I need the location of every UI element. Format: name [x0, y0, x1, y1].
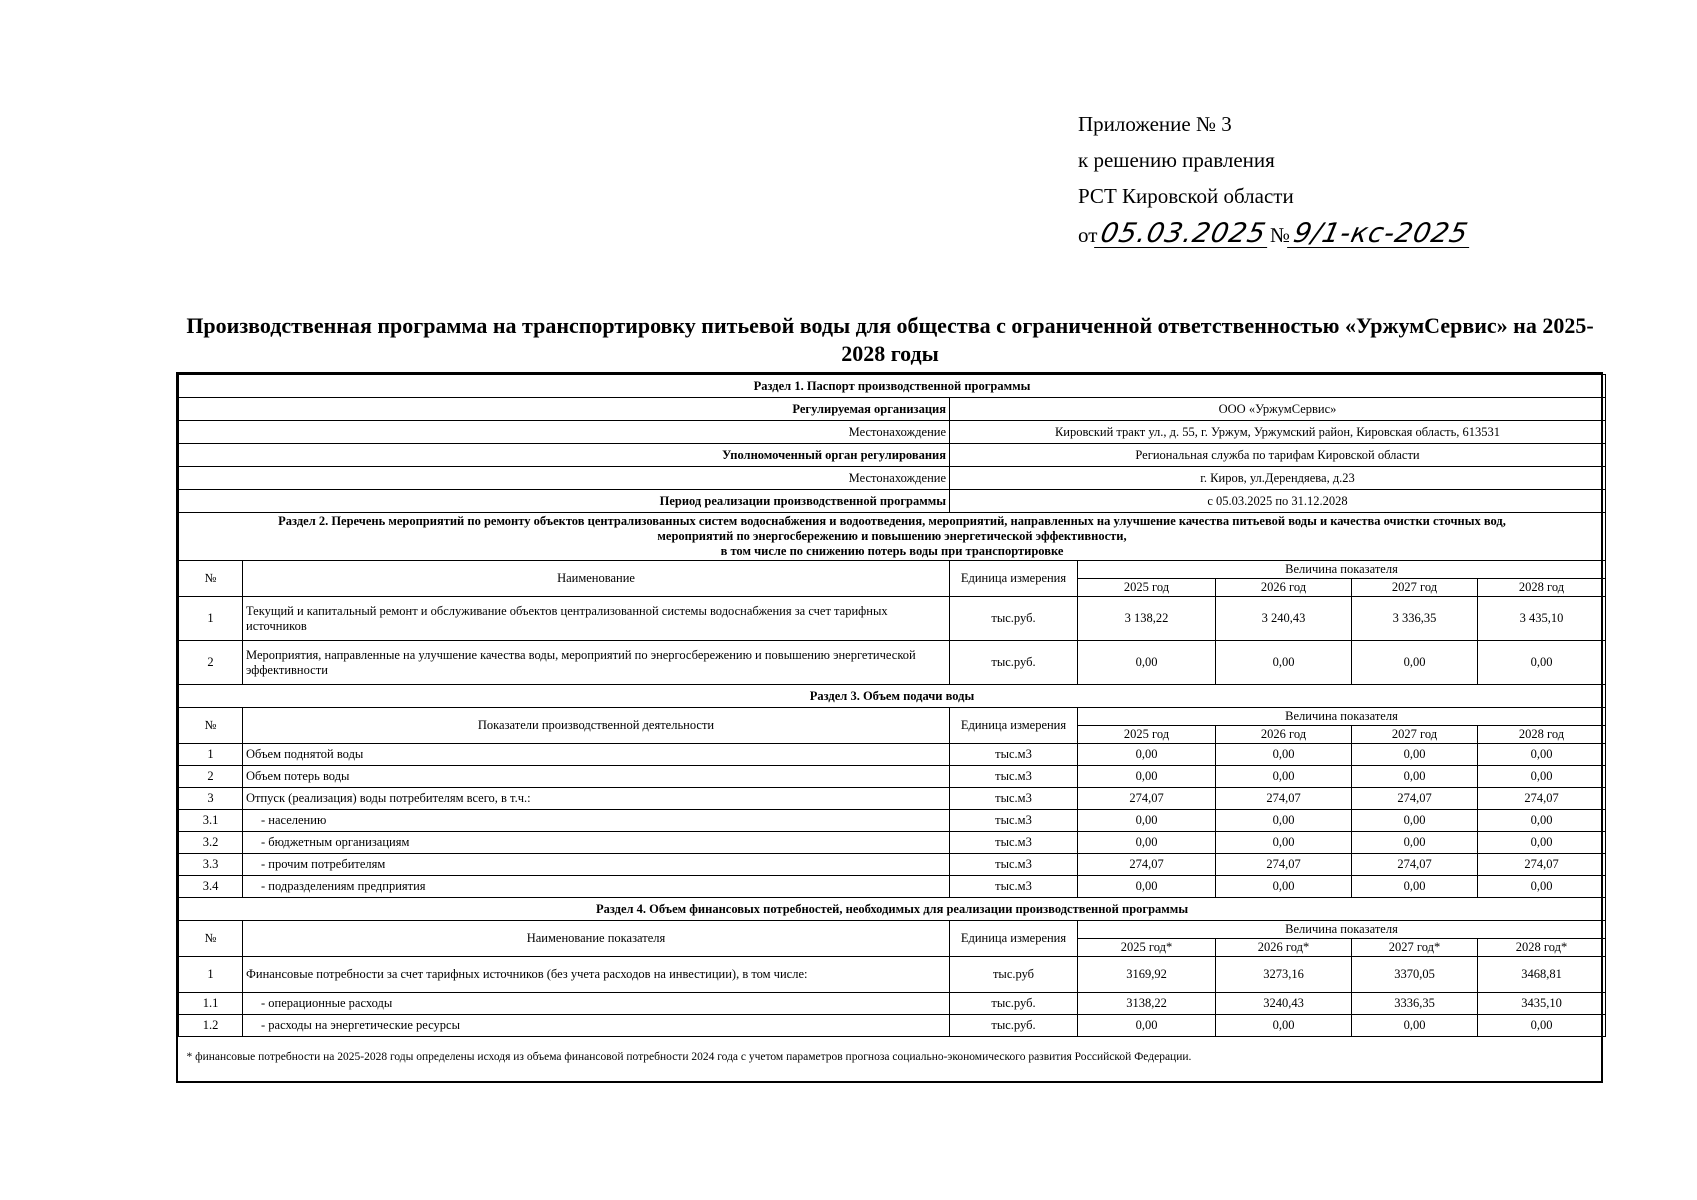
year-header: 2026 год*: [1216, 939, 1352, 957]
document-title: Производственная программа на транспортировку питьевой воды для общества с ограниченной ответственностью «УржумСервис» на 2025-2028 годы: [186, 313, 1594, 366]
section2-data-row: [179, 597, 1606, 641]
row-name: - прочим потребителям: [243, 854, 950, 876]
year-header: 2028 год*: [1478, 939, 1606, 957]
row-value: 0,00: [1216, 1015, 1352, 1037]
row-value: 3240,43: [1216, 993, 1352, 1015]
passport-label: Местонахождение: [179, 421, 950, 444]
row-value: 0,00: [1078, 810, 1216, 832]
year-header: 2027 год*: [1352, 939, 1478, 957]
row-value: 274,07: [1352, 788, 1478, 810]
passport-label: Местонахождение: [179, 467, 950, 490]
appendix-number: Приложение № 3: [1078, 112, 1232, 136]
section3-data-row: [179, 766, 1606, 788]
year-header: 2026 год: [1216, 579, 1352, 597]
row-value: 0,00: [1478, 810, 1606, 832]
handwritten-number: 9/1-кс-2025: [1287, 220, 1475, 248]
row-value: 0,00: [1352, 810, 1478, 832]
row-number: 1: [179, 957, 243, 993]
col-name-header: Наименование показателя: [243, 921, 950, 957]
year-header: 2027 год: [1352, 579, 1478, 597]
row-value: 0,00: [1216, 832, 1352, 854]
row-value: 3 336,35: [1352, 597, 1478, 641]
row-name: Объем потерь воды: [243, 766, 950, 788]
col-unit-header: Единица измерения: [950, 561, 1078, 597]
section4-data-row: [179, 993, 1606, 1015]
row-value: 0,00: [1352, 766, 1478, 788]
row-value: 0,00: [1078, 641, 1216, 685]
passport-value: г. Киров, ул.Дерендяева, д.23: [950, 467, 1606, 490]
row-value: 3 138,22: [1078, 597, 1216, 641]
row-value: 0,00: [1352, 832, 1478, 854]
section3-heading: Раздел 3. Объем подачи воды: [179, 685, 1606, 708]
row-value: 0,00: [1216, 641, 1352, 685]
section4-header-row: [179, 921, 1606, 939]
col-name-header: Наименование: [243, 561, 950, 597]
row-number: 3.1: [179, 810, 243, 832]
row-name: Финансовые потребности за счет тарифных источников (без учета расходов на инвестиции), в том числе:: [243, 957, 950, 993]
row-name: Отпуск (реализация) воды потребителям всего, в т.ч.:: [243, 788, 950, 810]
section3-data-row: [179, 788, 1606, 810]
col-number-header: №: [179, 561, 243, 597]
row-value: 274,07: [1216, 854, 1352, 876]
year-header: 2025 год*: [1078, 939, 1216, 957]
footnote-row: [179, 1037, 1606, 1081]
row-number: 2: [179, 641, 243, 685]
appendix-date-number: [1078, 220, 1472, 264]
col-value-header: Величина показателя: [1078, 561, 1606, 579]
row-value: 274,07: [1352, 854, 1478, 876]
section1-heading: Раздел 1. Паспорт производственной программы: [179, 375, 1606, 398]
row-number: 2: [179, 766, 243, 788]
col-name-header: Показатели производственной деятельности: [243, 708, 950, 744]
passport-label: Уполномоченный орган регулирования: [179, 444, 950, 467]
col-number-header: №: [179, 708, 243, 744]
passport-row: [179, 444, 1606, 467]
row-value: 3138,22: [1078, 993, 1216, 1015]
program-table: [178, 374, 1606, 1081]
col-value-header: Величина показателя: [1078, 921, 1606, 939]
row-unit: тыс.м3: [950, 788, 1078, 810]
row-value: 274,07: [1478, 854, 1606, 876]
section2-heading-line: Раздел 2. Перечень мероприятий по ремонту объектов централизованных систем водоснабжения и водоотведения, мероприятий, направленных на улучшение качества питьевой воды и качества очистки сточных вод,: [278, 514, 1506, 528]
row-value: 274,07: [1478, 788, 1606, 810]
row-value: 274,07: [1078, 854, 1216, 876]
section3-data-row: [179, 876, 1606, 898]
row-name: - населению: [243, 810, 950, 832]
row-value: 0,00: [1478, 641, 1606, 685]
row-name: - операционные расходы: [243, 993, 950, 1015]
passport-label: Регулируемая организация: [179, 398, 950, 421]
row-unit: тыс.м3: [950, 832, 1078, 854]
row-value: 0,00: [1078, 766, 1216, 788]
row-unit: тыс.м3: [950, 810, 1078, 832]
col-value-header: Величина показателя: [1078, 708, 1606, 726]
number-label: №: [1270, 223, 1291, 247]
section3-data-row: [179, 744, 1606, 766]
row-unit: тыс.руб.: [950, 1015, 1078, 1037]
row-unit: тыс.руб.: [950, 597, 1078, 641]
passport-value: Региональная служба по тарифам Кировской области: [950, 444, 1606, 467]
section2-data-row: [179, 641, 1606, 685]
footnote: * финансовые потребности на 2025-2028 годы определены исходя из объема финансовой потребности 2024 года с учетом параметров прогноза социально-экономического развития Российской Федерации.: [186, 1051, 1192, 1063]
row-unit: тыс.м3: [950, 876, 1078, 898]
row-unit: тыс.руб: [950, 957, 1078, 993]
row-number: 3.2: [179, 832, 243, 854]
row-number: 3.4: [179, 876, 243, 898]
row-value: 0,00: [1216, 744, 1352, 766]
program-table-frame: [176, 372, 1603, 1083]
section3-data-row: [179, 832, 1606, 854]
row-value: 0,00: [1078, 744, 1216, 766]
row-value: 0,00: [1478, 876, 1606, 898]
from-label: от: [1078, 223, 1098, 247]
section2-heading-row: [179, 513, 1606, 561]
row-value: 3336,35: [1352, 993, 1478, 1015]
row-value: 0,00: [1478, 744, 1606, 766]
row-value: 0,00: [1478, 1015, 1606, 1037]
passport-row: [179, 490, 1606, 513]
row-name: - расходы на энергетические ресурсы: [243, 1015, 950, 1037]
year-header: 2025 год: [1078, 726, 1216, 744]
section4-heading: Раздел 4. Объем финансовых потребностей, необходимых для реализации производственной программы: [179, 898, 1606, 921]
appendix-authority: РСТ Кировской области: [1078, 184, 1294, 208]
row-value: 0,00: [1078, 1015, 1216, 1037]
row-value: 0,00: [1478, 766, 1606, 788]
year-header: 2028 год: [1478, 726, 1606, 744]
row-value: 0,00: [1352, 744, 1478, 766]
col-unit-header: Единица измерения: [950, 921, 1078, 957]
col-unit-header: Единица измерения: [950, 708, 1078, 744]
handwritten-date: 05.03.2025: [1094, 220, 1273, 248]
row-number: 3: [179, 788, 243, 810]
row-value: 0,00: [1352, 1015, 1478, 1037]
row-value: 0,00: [1216, 810, 1352, 832]
row-value: 3 435,10: [1478, 597, 1606, 641]
section3-data-row: [179, 854, 1606, 876]
row-value: 0,00: [1478, 832, 1606, 854]
row-value: 0,00: [1216, 766, 1352, 788]
row-unit: тыс.руб.: [950, 993, 1078, 1015]
passport-row: [179, 421, 1606, 444]
row-value: 274,07: [1216, 788, 1352, 810]
row-value: 0,00: [1078, 832, 1216, 854]
year-header: 2028 год: [1478, 579, 1606, 597]
row-value: 274,07: [1078, 788, 1216, 810]
row-number: 3.3: [179, 854, 243, 876]
row-unit: тыс.м3: [950, 854, 1078, 876]
row-unit: тыс.м3: [950, 744, 1078, 766]
section3-header-row: [179, 708, 1606, 726]
appendix-decision: к решению правления: [1078, 148, 1275, 172]
section3-data-row: [179, 810, 1606, 832]
passport-row: [179, 467, 1606, 490]
row-value: 0,00: [1352, 641, 1478, 685]
section4-data-row: [179, 1015, 1606, 1037]
row-name: Мероприятия, направленные на улучшение качества воды, мероприятий по энергосбережению и повышению энергетической эффективности: [243, 641, 950, 685]
section2-heading-line: мероприятий по энергосбережению и повышению энергетической эффективности,: [657, 529, 1127, 543]
appendix-block: [1078, 112, 1472, 264]
passport-value: ООО «УржумСервис»: [950, 398, 1606, 421]
year-header: 2025 год: [1078, 579, 1216, 597]
row-value: 3468,81: [1478, 957, 1606, 993]
passport-value: с 05.03.2025 по 31.12.2028: [950, 490, 1606, 513]
row-number: 1: [179, 597, 243, 641]
year-header: 2026 год: [1216, 726, 1352, 744]
row-number: 1: [179, 744, 243, 766]
row-value: 0,00: [1078, 876, 1216, 898]
row-name: Объем поднятой воды: [243, 744, 950, 766]
section3-heading-row: [179, 685, 1606, 708]
row-value: 0,00: [1216, 876, 1352, 898]
row-name: - бюджетным организациям: [243, 832, 950, 854]
section2-heading-line: в том числе по снижению потерь воды при транспортировке: [720, 544, 1064, 558]
col-number-header: №: [179, 921, 243, 957]
row-value: 3 240,43: [1216, 597, 1352, 641]
row-value: 0,00: [1352, 876, 1478, 898]
section2-header-row: [179, 561, 1606, 579]
row-unit: тыс.м3: [950, 766, 1078, 788]
row-number: 1.2: [179, 1015, 243, 1037]
section2-heading: [179, 513, 1606, 561]
passport-label: Период реализации производственной программы: [179, 490, 950, 513]
section4-data-row: [179, 957, 1606, 993]
row-value: 3169,92: [1078, 957, 1216, 993]
passport-row: [179, 398, 1606, 421]
row-name: - подразделениям предприятия: [243, 876, 950, 898]
row-name: Текущий и капитальный ремонт и обслуживание объектов централизованной системы водоснабжения за счет тарифных источников: [243, 597, 950, 641]
year-header: 2027 год: [1352, 726, 1478, 744]
section1-heading-row: [179, 375, 1606, 398]
section4-heading-row: [179, 898, 1606, 921]
row-value: 3370,05: [1352, 957, 1478, 993]
row-number: 1.1: [179, 993, 243, 1015]
row-unit: тыс.руб.: [950, 641, 1078, 685]
passport-value: Кировский тракт ул., д. 55, г. Уржум, Уржумский район, Кировская область, 613531: [950, 421, 1606, 444]
row-value: 3435,10: [1478, 993, 1606, 1015]
row-value: 3273,16: [1216, 957, 1352, 993]
